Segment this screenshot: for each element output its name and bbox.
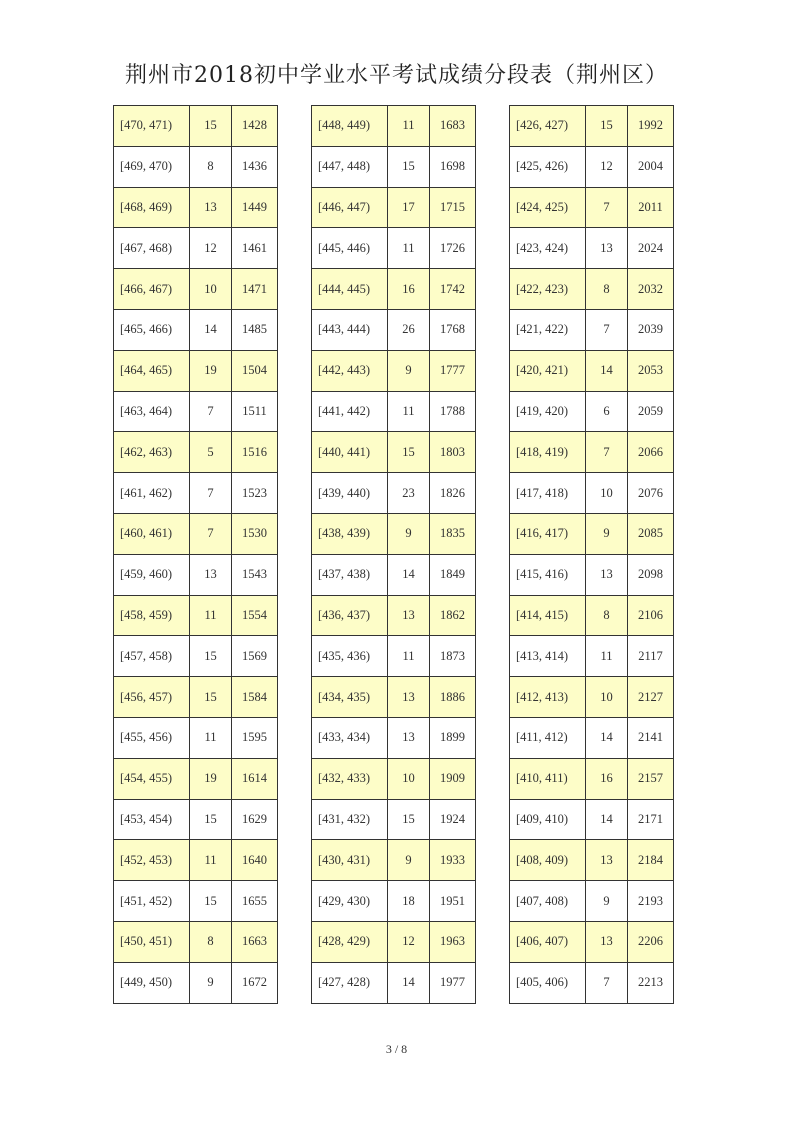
table-row xyxy=(510,269,674,310)
cumulative-cell: 1629 xyxy=(232,799,278,840)
score-range-cell: [466, 467) xyxy=(114,269,190,310)
cumulative-cell: 2053 xyxy=(628,350,674,391)
count-cell: 11 xyxy=(388,391,430,432)
count-cell: 16 xyxy=(586,758,628,799)
count-cell: 11 xyxy=(190,595,232,636)
score-range-cell: [434, 435) xyxy=(312,677,388,718)
table-row xyxy=(114,513,278,554)
table-row xyxy=(312,473,476,514)
cumulative-cell: 1933 xyxy=(430,840,476,881)
cumulative-cell: 2127 xyxy=(628,677,674,718)
score-range-cell: [442, 443) xyxy=(312,350,388,391)
cumulative-cell: 1924 xyxy=(430,799,476,840)
cumulative-cell: 1640 xyxy=(232,840,278,881)
count-cell: 8 xyxy=(190,921,232,962)
count-cell: 15 xyxy=(190,106,232,147)
cumulative-cell: 2171 xyxy=(628,799,674,840)
score-range-cell: [411, 412) xyxy=(510,717,586,758)
cumulative-cell: 1523 xyxy=(232,473,278,514)
count-cell: 9 xyxy=(586,513,628,554)
count-cell: 13 xyxy=(586,921,628,962)
count-cell: 11 xyxy=(190,840,232,881)
count-cell: 7 xyxy=(190,391,232,432)
cumulative-cell: 2206 xyxy=(628,921,674,962)
cumulative-cell: 1826 xyxy=(430,473,476,514)
score-range-cell: [444, 445) xyxy=(312,269,388,310)
table-row xyxy=(510,432,674,473)
cumulative-cell: 1569 xyxy=(232,636,278,677)
count-cell: 13 xyxy=(586,228,628,269)
score-range-cell: [430, 431) xyxy=(312,840,388,881)
count-cell: 10 xyxy=(586,473,628,514)
cumulative-cell: 1777 xyxy=(430,350,476,391)
count-cell: 7 xyxy=(586,962,628,1003)
count-cell: 19 xyxy=(190,350,232,391)
table-row xyxy=(510,881,674,922)
cumulative-cell: 1449 xyxy=(232,187,278,228)
cumulative-cell: 2098 xyxy=(628,554,674,595)
cumulative-cell: 2085 xyxy=(628,513,674,554)
cumulative-cell: 1595 xyxy=(232,717,278,758)
table-row xyxy=(312,840,476,881)
table-row xyxy=(510,921,674,962)
count-cell: 18 xyxy=(388,881,430,922)
cumulative-cell: 2024 xyxy=(628,228,674,269)
table-row xyxy=(114,636,278,677)
score-range-cell: [441, 442) xyxy=(312,391,388,432)
table-row xyxy=(312,309,476,350)
cumulative-cell: 1543 xyxy=(232,554,278,595)
count-cell: 10 xyxy=(586,677,628,718)
table-row xyxy=(510,228,674,269)
table-row xyxy=(510,391,674,432)
score-range-cell: [433, 434) xyxy=(312,717,388,758)
score-range-cell: [461, 462) xyxy=(114,473,190,514)
table-row xyxy=(510,187,674,228)
score-range-cell: [459, 460) xyxy=(114,554,190,595)
cumulative-cell: 1461 xyxy=(232,228,278,269)
score-range-cell: [435, 436) xyxy=(312,636,388,677)
score-range-cell: [426, 427) xyxy=(510,106,586,147)
count-cell: 8 xyxy=(190,146,232,187)
count-cell: 13 xyxy=(190,554,232,595)
cumulative-cell: 2004 xyxy=(628,146,674,187)
count-cell: 11 xyxy=(388,106,430,147)
score-range-cell: [424, 425) xyxy=(510,187,586,228)
table-row xyxy=(510,799,674,840)
score-range-cell: [446, 447) xyxy=(312,187,388,228)
table-row xyxy=(312,391,476,432)
table-row xyxy=(114,554,278,595)
cumulative-cell: 1715 xyxy=(430,187,476,228)
cumulative-cell: 1873 xyxy=(430,636,476,677)
table-row xyxy=(510,717,674,758)
score-range-cell: [418, 419) xyxy=(510,432,586,473)
cumulative-cell: 1554 xyxy=(232,595,278,636)
cumulative-cell: 2213 xyxy=(628,962,674,1003)
table-row xyxy=(312,187,476,228)
score-range-cell: [468, 469) xyxy=(114,187,190,228)
count-cell: 14 xyxy=(388,554,430,595)
table-row xyxy=(312,228,476,269)
table-row xyxy=(114,677,278,718)
cumulative-cell: 1504 xyxy=(232,350,278,391)
count-cell: 11 xyxy=(190,717,232,758)
score-range-cell: [406, 407) xyxy=(510,921,586,962)
count-cell: 14 xyxy=(586,350,628,391)
count-cell: 5 xyxy=(190,432,232,473)
score-range-cell: [448, 449) xyxy=(312,106,388,147)
score-range-cell: [465, 466) xyxy=(114,309,190,350)
score-range-cell: [414, 415) xyxy=(510,595,586,636)
count-cell: 13 xyxy=(388,677,430,718)
score-table-column-2 xyxy=(311,105,476,1004)
table-row xyxy=(312,269,476,310)
cumulative-cell: 1530 xyxy=(232,513,278,554)
score-table-column-1 xyxy=(113,105,278,1004)
score-range-cell: [445, 446) xyxy=(312,228,388,269)
table-row xyxy=(312,595,476,636)
table-row xyxy=(510,350,674,391)
score-range-cell: [419, 420) xyxy=(510,391,586,432)
count-cell: 23 xyxy=(388,473,430,514)
table-row xyxy=(114,962,278,1003)
score-range-cell: [458, 459) xyxy=(114,595,190,636)
score-range-cell: [407, 408) xyxy=(510,881,586,922)
table-row xyxy=(312,432,476,473)
score-range-cell: [449, 450) xyxy=(114,962,190,1003)
cumulative-cell: 1485 xyxy=(232,309,278,350)
count-cell: 13 xyxy=(586,840,628,881)
table-row xyxy=(510,473,674,514)
score-range-cell: [409, 410) xyxy=(510,799,586,840)
count-cell: 9 xyxy=(586,881,628,922)
count-cell: 7 xyxy=(586,432,628,473)
table-row xyxy=(114,146,278,187)
score-range-cell: [416, 417) xyxy=(510,513,586,554)
count-cell: 14 xyxy=(586,717,628,758)
cumulative-cell: 1584 xyxy=(232,677,278,718)
score-range-cell: [439, 440) xyxy=(312,473,388,514)
count-cell: 9 xyxy=(388,840,430,881)
count-cell: 8 xyxy=(586,269,628,310)
count-cell: 11 xyxy=(586,636,628,677)
count-cell: 8 xyxy=(586,595,628,636)
table-row xyxy=(312,513,476,554)
score-range-cell: [440, 441) xyxy=(312,432,388,473)
cumulative-cell: 2106 xyxy=(628,595,674,636)
table-row xyxy=(312,717,476,758)
count-cell: 15 xyxy=(388,432,430,473)
score-range-cell: [415, 416) xyxy=(510,554,586,595)
table-row xyxy=(510,595,674,636)
cumulative-cell: 2157 xyxy=(628,758,674,799)
count-cell: 7 xyxy=(190,513,232,554)
count-cell: 7 xyxy=(586,309,628,350)
cumulative-cell: 2184 xyxy=(628,840,674,881)
score-range-cell: [437, 438) xyxy=(312,554,388,595)
cumulative-cell: 1672 xyxy=(232,962,278,1003)
score-range-cell: [464, 465) xyxy=(114,350,190,391)
table-row xyxy=(114,881,278,922)
score-range-cell: [443, 444) xyxy=(312,309,388,350)
cumulative-cell: 1963 xyxy=(430,921,476,962)
count-cell: 11 xyxy=(388,636,430,677)
table-row xyxy=(312,146,476,187)
table-row xyxy=(114,840,278,881)
count-cell: 7 xyxy=(586,187,628,228)
score-range-cell: [447, 448) xyxy=(312,146,388,187)
score-range-cell: [408, 409) xyxy=(510,840,586,881)
table-row xyxy=(114,391,278,432)
score-range-cell: [412, 413) xyxy=(510,677,586,718)
table-row xyxy=(114,921,278,962)
score-range-cell: [423, 424) xyxy=(510,228,586,269)
cumulative-cell: 1992 xyxy=(628,106,674,147)
cumulative-cell: 1726 xyxy=(430,228,476,269)
cumulative-cell: 2059 xyxy=(628,391,674,432)
cumulative-cell: 2032 xyxy=(628,269,674,310)
cumulative-cell: 1614 xyxy=(232,758,278,799)
cumulative-cell: 1663 xyxy=(232,921,278,962)
table-row xyxy=(312,921,476,962)
table-row xyxy=(312,350,476,391)
count-cell: 15 xyxy=(190,881,232,922)
score-range-cell: [436, 437) xyxy=(312,595,388,636)
cumulative-cell: 1683 xyxy=(430,106,476,147)
cumulative-cell: 2066 xyxy=(628,432,674,473)
score-range-cell: [413, 414) xyxy=(510,636,586,677)
count-cell: 16 xyxy=(388,269,430,310)
cumulative-cell: 1428 xyxy=(232,106,278,147)
count-cell: 6 xyxy=(586,391,628,432)
cumulative-cell: 1788 xyxy=(430,391,476,432)
document-title: 荆州市2018初中学业水平考试成绩分段表（荆州区） xyxy=(125,63,668,88)
table-row xyxy=(114,269,278,310)
count-cell: 14 xyxy=(586,799,628,840)
cumulative-cell: 2117 xyxy=(628,636,674,677)
table-row xyxy=(510,636,674,677)
count-cell: 15 xyxy=(586,106,628,147)
cumulative-cell: 1977 xyxy=(430,962,476,1003)
cumulative-cell: 1655 xyxy=(232,881,278,922)
table-row xyxy=(510,309,674,350)
score-range-cell: [455, 456) xyxy=(114,717,190,758)
count-cell: 15 xyxy=(388,146,430,187)
count-cell: 12 xyxy=(190,228,232,269)
score-range-cell: [438, 439) xyxy=(312,513,388,554)
count-cell: 17 xyxy=(388,187,430,228)
table-row xyxy=(114,228,278,269)
table-row xyxy=(510,513,674,554)
count-cell: 10 xyxy=(190,269,232,310)
table-row xyxy=(312,962,476,1003)
table-row xyxy=(114,799,278,840)
table-row xyxy=(312,106,476,147)
count-cell: 9 xyxy=(388,513,430,554)
count-cell: 26 xyxy=(388,309,430,350)
cumulative-cell: 1516 xyxy=(232,432,278,473)
score-range-cell: [462, 463) xyxy=(114,432,190,473)
count-cell: 19 xyxy=(190,758,232,799)
count-cell: 13 xyxy=(586,554,628,595)
table-row xyxy=(510,677,674,718)
cumulative-cell: 2011 xyxy=(628,187,674,228)
page-number: 3 / 8 xyxy=(385,1042,408,1056)
score-range-cell: [427, 428) xyxy=(312,962,388,1003)
score-range-cell: [425, 426) xyxy=(510,146,586,187)
score-range-cell: [453, 454) xyxy=(114,799,190,840)
table-row xyxy=(510,106,674,147)
score-range-cell: [417, 418) xyxy=(510,473,586,514)
cumulative-cell: 1835 xyxy=(430,513,476,554)
count-cell: 14 xyxy=(388,962,430,1003)
table-row xyxy=(312,677,476,718)
table-row xyxy=(114,432,278,473)
count-cell: 15 xyxy=(190,677,232,718)
score-range-cell: [463, 464) xyxy=(114,391,190,432)
score-range-cell: [450, 451) xyxy=(114,921,190,962)
score-range-cell: [470, 471) xyxy=(114,106,190,147)
cumulative-cell: 1909 xyxy=(430,758,476,799)
score-range-cell: [456, 457) xyxy=(114,677,190,718)
table-row xyxy=(114,350,278,391)
cumulative-cell: 1698 xyxy=(430,146,476,187)
count-cell: 15 xyxy=(190,636,232,677)
score-range-cell: [421, 422) xyxy=(510,309,586,350)
score-range-cell: [469, 470) xyxy=(114,146,190,187)
score-range-cell: [452, 453) xyxy=(114,840,190,881)
count-cell: 13 xyxy=(388,595,430,636)
score-range-cell: [429, 430) xyxy=(312,881,388,922)
table-row xyxy=(510,840,674,881)
count-cell: 10 xyxy=(388,758,430,799)
count-cell: 13 xyxy=(190,187,232,228)
score-table-column-3 xyxy=(509,105,674,1004)
score-range-cell: [460, 461) xyxy=(114,513,190,554)
table-row xyxy=(312,758,476,799)
table-row xyxy=(510,554,674,595)
table-row xyxy=(114,595,278,636)
score-range-cell: [405, 406) xyxy=(510,962,586,1003)
count-cell: 15 xyxy=(388,799,430,840)
table-row xyxy=(510,758,674,799)
score-range-cell: [454, 455) xyxy=(114,758,190,799)
cumulative-cell: 2039 xyxy=(628,309,674,350)
table-row xyxy=(114,309,278,350)
table-row xyxy=(510,146,674,187)
table-row xyxy=(312,636,476,677)
count-cell: 13 xyxy=(388,717,430,758)
score-range-cell: [431, 432) xyxy=(312,799,388,840)
table-row xyxy=(312,799,476,840)
count-cell: 12 xyxy=(586,146,628,187)
table-row xyxy=(510,962,674,1003)
cumulative-cell: 1742 xyxy=(430,269,476,310)
cumulative-cell: 1511 xyxy=(232,391,278,432)
table-row xyxy=(114,717,278,758)
score-range-cell: [432, 433) xyxy=(312,758,388,799)
table-row xyxy=(114,106,278,147)
cumulative-cell: 1849 xyxy=(430,554,476,595)
table-row xyxy=(114,473,278,514)
cumulative-cell: 1803 xyxy=(430,432,476,473)
score-range-cell: [410, 411) xyxy=(510,758,586,799)
score-range-cell: [467, 468) xyxy=(114,228,190,269)
cumulative-cell: 1951 xyxy=(430,881,476,922)
cumulative-cell: 1768 xyxy=(430,309,476,350)
score-range-cell: [422, 423) xyxy=(510,269,586,310)
score-range-cell: [428, 429) xyxy=(312,921,388,962)
table-row xyxy=(312,554,476,595)
table-row xyxy=(114,758,278,799)
cumulative-cell: 1436 xyxy=(232,146,278,187)
count-cell: 9 xyxy=(388,350,430,391)
cumulative-cell: 2076 xyxy=(628,473,674,514)
cumulative-cell: 2141 xyxy=(628,717,674,758)
cumulative-cell: 1471 xyxy=(232,269,278,310)
count-cell: 12 xyxy=(388,921,430,962)
cumulative-cell: 1899 xyxy=(430,717,476,758)
cumulative-cell: 2193 xyxy=(628,881,674,922)
count-cell: 7 xyxy=(190,473,232,514)
score-range-cell: [420, 421) xyxy=(510,350,586,391)
cumulative-cell: 1862 xyxy=(430,595,476,636)
count-cell: 14 xyxy=(190,309,232,350)
score-range-cell: [451, 452) xyxy=(114,881,190,922)
count-cell: 11 xyxy=(388,228,430,269)
count-cell: 15 xyxy=(190,799,232,840)
count-cell: 9 xyxy=(190,962,232,1003)
table-row xyxy=(312,881,476,922)
cumulative-cell: 1886 xyxy=(430,677,476,718)
score-range-cell: [457, 458) xyxy=(114,636,190,677)
table-row xyxy=(114,187,278,228)
